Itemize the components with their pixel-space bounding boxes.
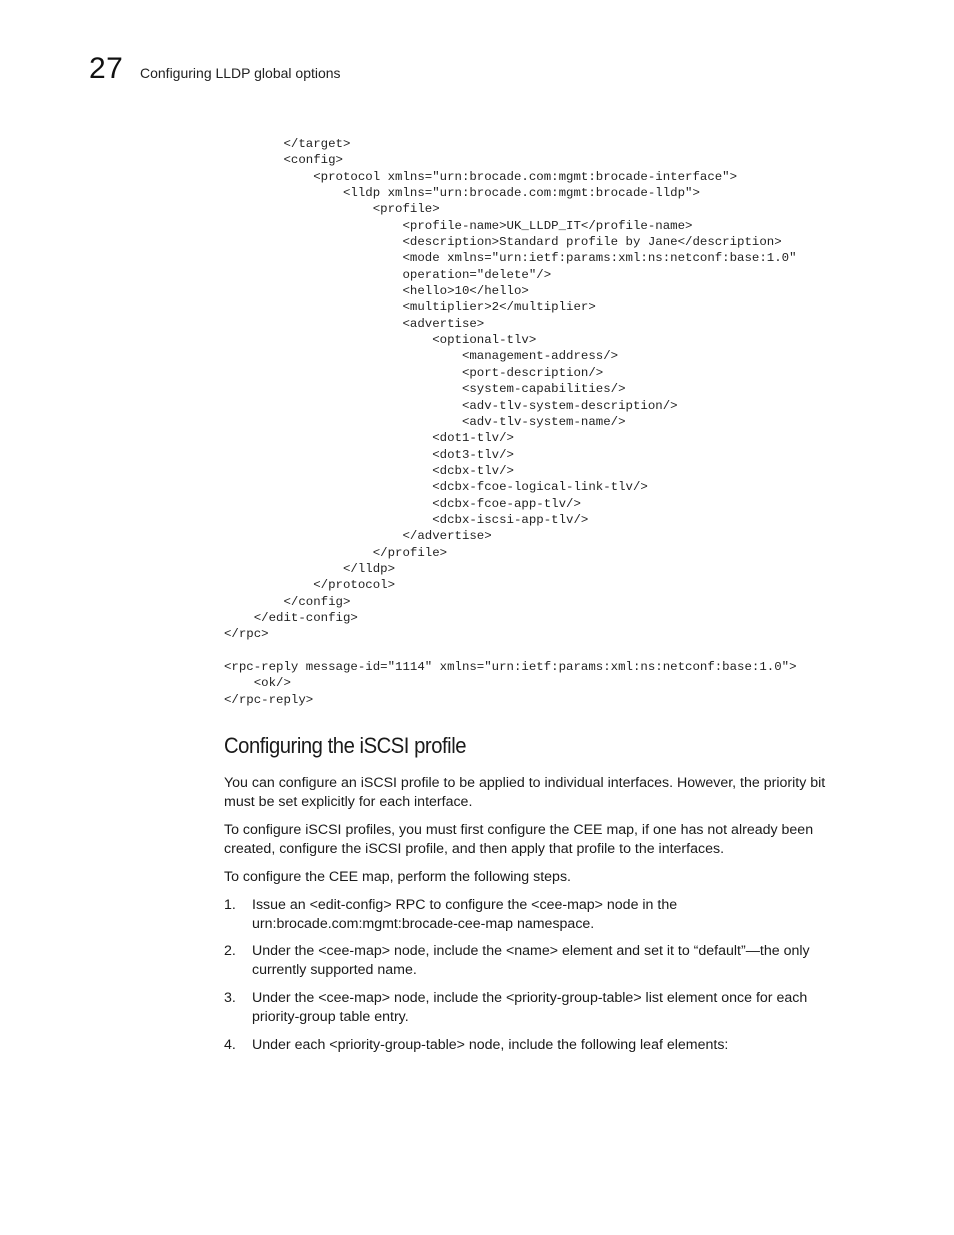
code-line: </target> <box>224 137 351 151</box>
section-heading: Configuring the iSCSI profile <box>224 733 467 758</box>
step-number: 4. <box>224 1037 236 1053</box>
code-line: <dot1-tlv/> <box>224 431 514 446</box>
step-text: Under the <cee-map> node, include the <name> element and set it to “default”—the only currently supported name. <box>252 943 810 978</box>
code-line: <optional-tlv> <box>224 333 537 348</box>
step-item <box>224 896 854 934</box>
code-line: <dcbx-iscsi-app-tlv/> <box>224 512 589 527</box>
step-item <box>224 942 854 980</box>
code-line: </rpc-reply> <box>224 692 314 707</box>
chapter-title: Configuring LLDP global options <box>140 65 341 81</box>
code-line: <rpc-reply message-id="1114" xmlns="urn:ietf:params:xml:ns:netconf:base:1.0"> <box>224 660 797 674</box>
step-number: 1. <box>224 897 236 913</box>
code-line: <port-description/> <box>224 365 604 380</box>
code-line: <system-capabilities/> <box>224 382 626 397</box>
paragraph-cee-map-prereq: To configure iSCSI profiles, you must first configure the CEE map, if one has not already been created, configure the iSCSI profile, and then apply that profile to the interfaces. <box>224 822 814 857</box>
paragraph-steps-intro: To configure the CEE map, perform the following steps. <box>224 869 571 885</box>
code-line: <multiplier>2</multiplier> <box>224 300 596 315</box>
code-line: <profile> <box>224 202 440 217</box>
code-line: operation="delete"/> <box>224 267 552 282</box>
code-line: <adv-tlv-system-description/> <box>224 398 678 413</box>
code-line: <mode xmlns="urn:ietf:params:xml:ns:netconf:base:1.0" <box>224 251 797 266</box>
code-line: <lldp xmlns="urn:brocade.com:mgmt:brocade-lldp"> <box>224 186 700 201</box>
code-line: <ok/> <box>224 676 291 691</box>
code-line: <profile-name>UK_LLDP_IT</profile-name> <box>224 218 693 233</box>
step-text: Under each <priority-group-table> node, include the following leaf elements: <box>252 1037 729 1053</box>
code-line: <hello>10</hello> <box>224 284 529 299</box>
code-line: </protocol> <box>224 578 396 593</box>
code-line: <management-address/> <box>224 349 619 364</box>
code-line: <dcbx-fcoe-logical-link-tlv/> <box>224 480 648 495</box>
step-item <box>224 1036 854 1055</box>
code-line: </config> <box>224 594 351 609</box>
code-line: <dcbx-tlv/> <box>224 463 514 478</box>
code-line: </profile> <box>224 545 448 560</box>
code-line: <dcbx-fcoe-app-tlv/> <box>224 496 581 511</box>
code-line: <dot3-tlv/> <box>224 447 514 462</box>
paragraph-intro: You can configure an iSCSI profile to be applied to individual interfaces. However, the priority bit must be set explicitly for each interface. <box>224 775 826 810</box>
code-line: </edit-config> <box>224 610 358 625</box>
code-line: </advertise> <box>224 529 492 544</box>
step-number: 2. <box>224 943 236 959</box>
code-line: <protocol xmlns="urn:brocade.com:mgmt:brocade-interface"> <box>224 169 738 184</box>
code-line: </lldp> <box>224 561 396 576</box>
step-number: 3. <box>224 990 236 1006</box>
code-line: <config> <box>224 153 343 168</box>
step-text: Under the <cee-map> node, include the <priority-group-table> list element once for each priority-group table entry. <box>252 990 808 1025</box>
code-line: <adv-tlv-system-name/> <box>224 414 626 429</box>
code-line: <advertise> <box>224 316 485 331</box>
chapter-number: 27 <box>89 52 124 85</box>
code-line: </rpc> <box>224 627 269 642</box>
step-text: Issue an <edit-config> RPC to configure the <cee-map> node in the urn:brocade.com:mgmt:brocade-cee-map namespace. <box>252 897 678 932</box>
code-line: <description>Standard profile by Jane</description> <box>224 235 782 250</box>
step-item <box>224 989 854 1027</box>
code-block <box>224 136 797 708</box>
